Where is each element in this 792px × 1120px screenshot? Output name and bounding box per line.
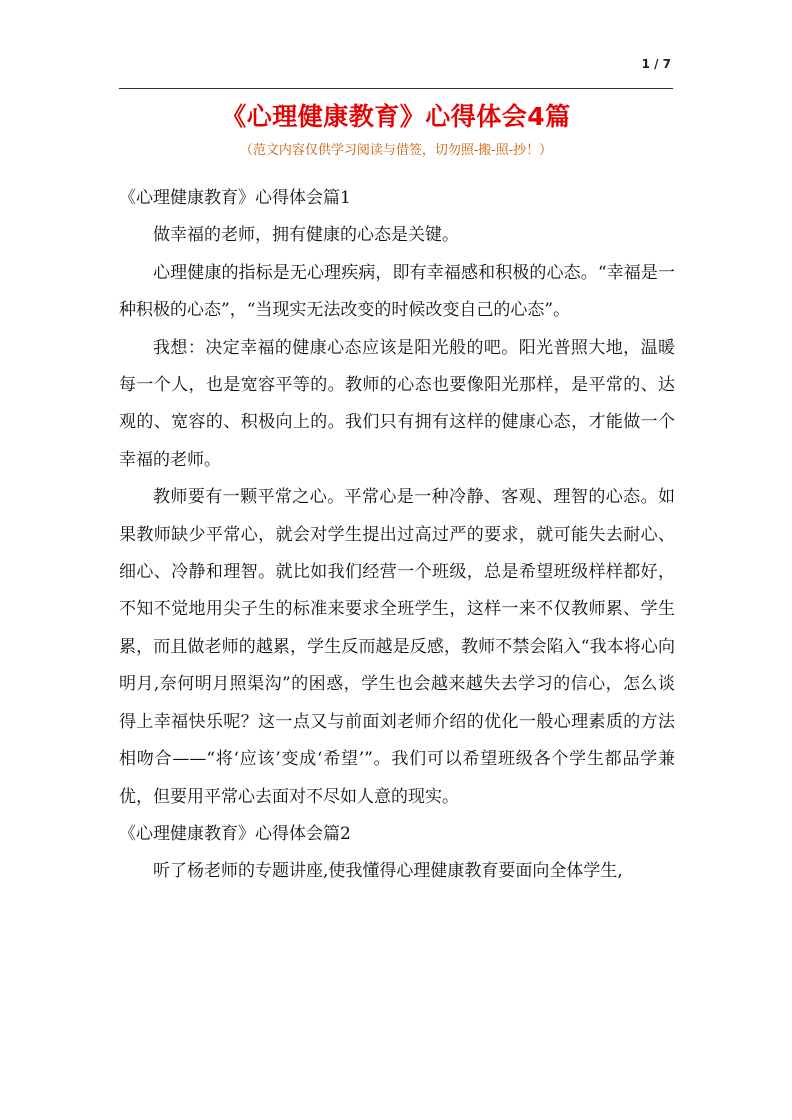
paragraph: 听了杨老师的专题讲座,使我懂得心理健康教育要面向全体学生, — [153, 861, 623, 882]
paragraph: 做幸福的老师，拥有健康的心态是关键。 — [153, 225, 459, 246]
header-rule — [119, 88, 673, 89]
paragraph: 我想：决定幸福的健康心态应该是阳光般的吧。阳光普照大地，温暖每一个人，也是宽容平等的。教师的心态也要像阳光那样，是平常的、达观的、宽容的、积极向上的。我们只有拥有这样的健康心态，才能做一个幸福的老师。 — [119, 337, 675, 470]
paragraph: 心理健康的指标是无心理疾病，即有幸福感和积极的心态。“幸福是一种积极的心态”，“当现实无法改变的时候改变自己的心态”。 — [119, 262, 675, 321]
page-number: 1 / 7 — [641, 57, 671, 71]
document-title: 《心理健康教育》心得体会4篇 — [221, 102, 571, 131]
section-heading-1: 《心理健康教育》心得体会篇1 — [119, 188, 351, 208]
document-body — [119, 180, 675, 891]
paragraph: 教师要有一颗平常之心。平常心是一种冷静、客观、理智的心态。如果教师缺少平常心，就会对学生提出过高过严的要求，就可能失去耐心、细心、冷静和理智。就比如我们经营一个班级，总是希望班级样样都好，不知不觉地用尖子生的标准来要求全班学生，这样一来不仅教师累、学生累，而且做老师的越累，学生反而越是反感，教师不禁会陷入“我本将心向明月,奈何明月照渠沟”的困惑，学生也会越来越失去学习的信心，怎么谈得上幸福快乐呢？这一点又与前面刘老师介绍的优化一般心理素质的方法相吻合——“将‘应该’变成‘希望’”。我们可以希望班级各个学生都品学兼优，但要用平常心去面对不尽如人意的现实。 — [119, 487, 675, 807]
document-subtitle: （范文内容仅供学习阅读与借签，切勿照-搬-照-抄！） — [239, 143, 553, 158]
section-heading-2: 《心理健康教育》心得体会篇2 — [119, 823, 351, 844]
